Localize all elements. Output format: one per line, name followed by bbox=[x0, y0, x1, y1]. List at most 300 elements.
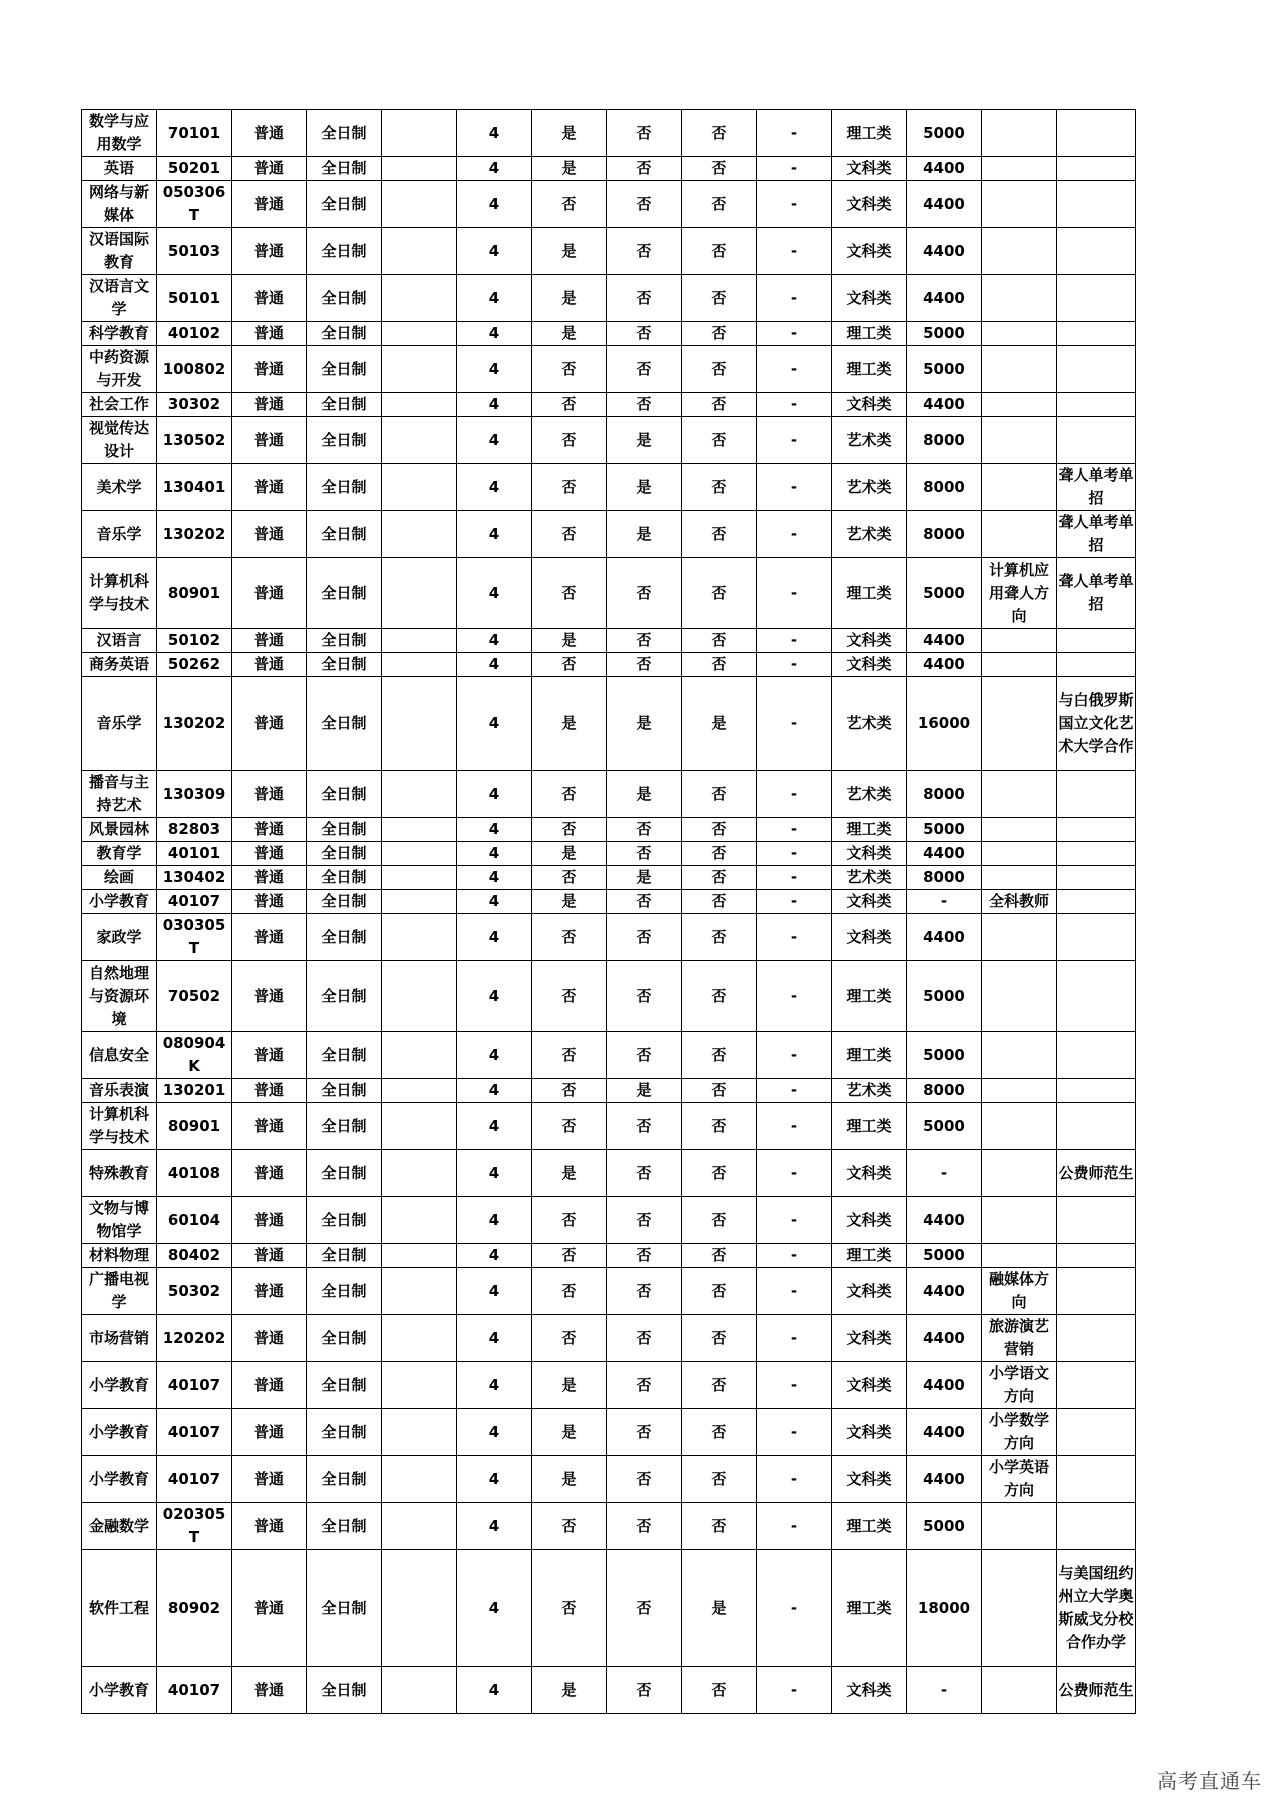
cell-subject-category: 文科类 bbox=[832, 842, 907, 866]
cell-flag-a: 是 bbox=[532, 1456, 607, 1503]
cell-flag-c: 否 bbox=[682, 181, 757, 228]
cell-major-name: 数学与应用数学 bbox=[82, 110, 157, 157]
cell-blank-col bbox=[382, 346, 457, 393]
cell-flag-a: 是 bbox=[532, 629, 607, 653]
cell-direction bbox=[982, 1503, 1057, 1550]
cell-blank-col bbox=[382, 842, 457, 866]
watermark: 高考直通车 bbox=[1157, 1769, 1262, 1793]
cell-flag-b: 是 bbox=[607, 771, 682, 818]
cell-flag-b: 否 bbox=[607, 228, 682, 275]
cell-tuition: 5000 bbox=[907, 110, 982, 157]
cell-dash-col: - bbox=[757, 1409, 832, 1456]
cell-major-code: 030305T bbox=[157, 914, 232, 961]
cell-duration: 4 bbox=[457, 653, 532, 677]
cell-tuition: 4400 bbox=[907, 228, 982, 275]
cell-major-code: 40101 bbox=[157, 842, 232, 866]
cell-dash-col: - bbox=[757, 558, 832, 629]
cell-major-name: 风景园林 bbox=[82, 818, 157, 842]
cell-remarks bbox=[1057, 653, 1136, 677]
cell-major-code: 50262 bbox=[157, 653, 232, 677]
cell-flag-a: 否 bbox=[532, 653, 607, 677]
cell-major-code: 130502 bbox=[157, 417, 232, 464]
cell-blank-col bbox=[382, 511, 457, 558]
cell-flag-b: 否 bbox=[607, 1032, 682, 1079]
cell-flag-c: 否 bbox=[682, 110, 757, 157]
cell-edu-level: 普通 bbox=[232, 1503, 307, 1550]
cell-direction bbox=[982, 771, 1057, 818]
cell-tuition: 8000 bbox=[907, 1079, 982, 1103]
cell-study-mode: 全日制 bbox=[307, 1550, 382, 1667]
cell-direction bbox=[982, 181, 1057, 228]
cell-flag-a: 否 bbox=[532, 1032, 607, 1079]
cell-direction bbox=[982, 1079, 1057, 1103]
table-row bbox=[82, 228, 1136, 275]
cell-blank-col bbox=[382, 157, 457, 181]
cell-subject-category: 艺术类 bbox=[832, 417, 907, 464]
cell-edu-level: 普通 bbox=[232, 393, 307, 417]
cell-flag-a: 否 bbox=[532, 961, 607, 1032]
cell-direction: 计算机应用聋人方向 bbox=[982, 558, 1057, 629]
cell-duration: 4 bbox=[457, 558, 532, 629]
cell-flag-a: 否 bbox=[532, 558, 607, 629]
cell-duration: 4 bbox=[457, 1079, 532, 1103]
cell-flag-a: 否 bbox=[532, 181, 607, 228]
cell-flag-c: 否 bbox=[682, 228, 757, 275]
cell-major-name: 信息安全 bbox=[82, 1032, 157, 1079]
cell-blank-col bbox=[382, 677, 457, 771]
cell-direction bbox=[982, 866, 1057, 890]
cell-direction bbox=[982, 818, 1057, 842]
cell-study-mode: 全日制 bbox=[307, 842, 382, 866]
table-row bbox=[82, 157, 1136, 181]
cell-remarks bbox=[1057, 181, 1136, 228]
cell-flag-b: 否 bbox=[607, 890, 682, 914]
cell-tuition: 5000 bbox=[907, 818, 982, 842]
cell-study-mode: 全日制 bbox=[307, 322, 382, 346]
cell-subject-category: 文科类 bbox=[832, 1362, 907, 1409]
cell-flag-c: 否 bbox=[682, 1315, 757, 1362]
cell-remarks bbox=[1057, 1197, 1136, 1244]
cell-tuition: - bbox=[907, 1150, 982, 1197]
cell-edu-level: 普通 bbox=[232, 417, 307, 464]
cell-duration: 4 bbox=[457, 1409, 532, 1456]
cell-edu-level: 普通 bbox=[232, 1456, 307, 1503]
cell-direction bbox=[982, 322, 1057, 346]
cell-major-code: 80402 bbox=[157, 1244, 232, 1268]
table-row bbox=[82, 511, 1136, 558]
cell-blank-col bbox=[382, 228, 457, 275]
cell-flag-c: 否 bbox=[682, 653, 757, 677]
cell-flag-a: 否 bbox=[532, 1503, 607, 1550]
cell-tuition: 8000 bbox=[907, 866, 982, 890]
cell-major-name: 汉语言 bbox=[82, 629, 157, 653]
cell-direction bbox=[982, 275, 1057, 322]
cell-direction bbox=[982, 346, 1057, 393]
cell-flag-b: 否 bbox=[607, 1150, 682, 1197]
cell-direction bbox=[982, 393, 1057, 417]
cell-flag-b: 是 bbox=[607, 1079, 682, 1103]
cell-tuition: 5000 bbox=[907, 1103, 982, 1150]
cell-duration: 4 bbox=[457, 322, 532, 346]
cell-major-name: 小学教育 bbox=[82, 1667, 157, 1714]
cell-flag-a: 否 bbox=[532, 346, 607, 393]
cell-flag-a: 否 bbox=[532, 511, 607, 558]
cell-major-name: 绘画 bbox=[82, 866, 157, 890]
cell-subject-category: 理工类 bbox=[832, 1244, 907, 1268]
cell-blank-col bbox=[382, 1667, 457, 1714]
cell-flag-b: 否 bbox=[607, 1103, 682, 1150]
cell-flag-a: 否 bbox=[532, 1315, 607, 1362]
cell-flag-c: 否 bbox=[682, 818, 757, 842]
cell-remarks bbox=[1057, 275, 1136, 322]
cell-blank-col bbox=[382, 890, 457, 914]
cell-dash-col: - bbox=[757, 1103, 832, 1150]
cell-subject-category: 艺术类 bbox=[832, 1079, 907, 1103]
cell-blank-col bbox=[382, 1456, 457, 1503]
cell-flag-b: 否 bbox=[607, 629, 682, 653]
cell-direction bbox=[982, 653, 1057, 677]
cell-subject-category: 文科类 bbox=[832, 157, 907, 181]
cell-flag-c: 否 bbox=[682, 1409, 757, 1456]
cell-study-mode: 全日制 bbox=[307, 511, 382, 558]
cell-flag-c: 否 bbox=[682, 464, 757, 511]
cell-tuition: - bbox=[907, 1667, 982, 1714]
cell-duration: 4 bbox=[457, 1244, 532, 1268]
cell-major-code: 40107 bbox=[157, 890, 232, 914]
cell-direction bbox=[982, 417, 1057, 464]
cell-duration: 4 bbox=[457, 771, 532, 818]
cell-flag-c: 否 bbox=[682, 322, 757, 346]
cell-flag-a: 是 bbox=[532, 842, 607, 866]
cell-flag-b: 否 bbox=[607, 393, 682, 417]
cell-subject-category: 艺术类 bbox=[832, 511, 907, 558]
cell-blank-col bbox=[382, 181, 457, 228]
cell-dash-col: - bbox=[757, 157, 832, 181]
cell-remarks bbox=[1057, 1268, 1136, 1315]
cell-tuition: 4400 bbox=[907, 1362, 982, 1409]
table-row bbox=[82, 322, 1136, 346]
table-row bbox=[82, 1409, 1136, 1456]
cell-edu-level: 普通 bbox=[232, 677, 307, 771]
cell-major-name: 计算机科学与技术 bbox=[82, 1103, 157, 1150]
cell-major-code: 40107 bbox=[157, 1456, 232, 1503]
cell-flag-b: 否 bbox=[607, 1667, 682, 1714]
cell-duration: 4 bbox=[457, 464, 532, 511]
cell-study-mode: 全日制 bbox=[307, 1032, 382, 1079]
cell-duration: 4 bbox=[457, 157, 532, 181]
cell-study-mode: 全日制 bbox=[307, 866, 382, 890]
table-row bbox=[82, 842, 1136, 866]
cell-major-name: 小学教育 bbox=[82, 1409, 157, 1456]
cell-major-code: 130401 bbox=[157, 464, 232, 511]
cell-edu-level: 普通 bbox=[232, 818, 307, 842]
cell-dash-col: - bbox=[757, 842, 832, 866]
cell-remarks bbox=[1057, 818, 1136, 842]
cell-dash-col: - bbox=[757, 1667, 832, 1714]
cell-dash-col: - bbox=[757, 1150, 832, 1197]
cell-study-mode: 全日制 bbox=[307, 1456, 382, 1503]
cell-major-name: 音乐学 bbox=[82, 677, 157, 771]
cell-study-mode: 全日制 bbox=[307, 914, 382, 961]
cell-blank-col bbox=[382, 1244, 457, 1268]
cell-blank-col bbox=[382, 961, 457, 1032]
cell-dash-col: - bbox=[757, 110, 832, 157]
cell-direction bbox=[982, 914, 1057, 961]
cell-blank-col bbox=[382, 1409, 457, 1456]
table-row bbox=[82, 1550, 1136, 1667]
cell-duration: 4 bbox=[457, 629, 532, 653]
cell-flag-c: 否 bbox=[682, 1032, 757, 1079]
cell-dash-col: - bbox=[757, 228, 832, 275]
cell-blank-col bbox=[382, 771, 457, 818]
cell-dash-col: - bbox=[757, 1315, 832, 1362]
cell-tuition: 4400 bbox=[907, 181, 982, 228]
cell-flag-c: 否 bbox=[682, 961, 757, 1032]
cell-flag-b: 否 bbox=[607, 1409, 682, 1456]
cell-study-mode: 全日制 bbox=[307, 1667, 382, 1714]
cell-study-mode: 全日制 bbox=[307, 1244, 382, 1268]
cell-dash-col: - bbox=[757, 1079, 832, 1103]
cell-flag-a: 否 bbox=[532, 771, 607, 818]
cell-major-code: 80901 bbox=[157, 1103, 232, 1150]
cell-tuition: 4400 bbox=[907, 653, 982, 677]
table-row bbox=[82, 1032, 1136, 1079]
cell-duration: 4 bbox=[457, 417, 532, 464]
cell-tuition: 4400 bbox=[907, 1409, 982, 1456]
cell-major-code: 080904K bbox=[157, 1032, 232, 1079]
cell-dash-col: - bbox=[757, 1362, 832, 1409]
cell-tuition: 8000 bbox=[907, 771, 982, 818]
cell-remarks bbox=[1057, 393, 1136, 417]
cell-flag-b: 否 bbox=[607, 842, 682, 866]
cell-tuition: - bbox=[907, 890, 982, 914]
cell-major-code: 80902 bbox=[157, 1550, 232, 1667]
cell-direction bbox=[982, 1244, 1057, 1268]
table-row bbox=[82, 1667, 1136, 1714]
cell-flag-b: 否 bbox=[607, 181, 682, 228]
cell-remarks: 与白俄罗斯国立文化艺术大学合作 bbox=[1057, 677, 1136, 771]
cell-dash-col: - bbox=[757, 511, 832, 558]
cell-major-code: 40107 bbox=[157, 1409, 232, 1456]
cell-flag-a: 是 bbox=[532, 157, 607, 181]
cell-direction bbox=[982, 629, 1057, 653]
cell-flag-b: 否 bbox=[607, 818, 682, 842]
cell-duration: 4 bbox=[457, 1667, 532, 1714]
cell-tuition: 8000 bbox=[907, 464, 982, 511]
cell-tuition: 5000 bbox=[907, 322, 982, 346]
cell-dash-col: - bbox=[757, 181, 832, 228]
cell-edu-level: 普通 bbox=[232, 1244, 307, 1268]
cell-subject-category: 文科类 bbox=[832, 890, 907, 914]
cell-tuition: 5000 bbox=[907, 1503, 982, 1550]
table-row bbox=[82, 1103, 1136, 1150]
cell-major-code: 130202 bbox=[157, 677, 232, 771]
cell-major-name: 广播电视学 bbox=[82, 1268, 157, 1315]
cell-direction bbox=[982, 1197, 1057, 1244]
cell-study-mode: 全日制 bbox=[307, 629, 382, 653]
cell-study-mode: 全日制 bbox=[307, 771, 382, 818]
cell-duration: 4 bbox=[457, 842, 532, 866]
cell-study-mode: 全日制 bbox=[307, 157, 382, 181]
cell-study-mode: 全日制 bbox=[307, 1197, 382, 1244]
cell-blank-col bbox=[382, 417, 457, 464]
cell-dash-col: - bbox=[757, 961, 832, 1032]
cell-remarks bbox=[1057, 1315, 1136, 1362]
cell-flag-a: 是 bbox=[532, 110, 607, 157]
cell-major-code: 50201 bbox=[157, 157, 232, 181]
cell-flag-b: 否 bbox=[607, 558, 682, 629]
cell-tuition: 4400 bbox=[907, 914, 982, 961]
cell-flag-c: 否 bbox=[682, 866, 757, 890]
cell-flag-a: 是 bbox=[532, 890, 607, 914]
cell-major-code: 70101 bbox=[157, 110, 232, 157]
cell-edu-level: 普通 bbox=[232, 629, 307, 653]
cell-major-name: 文物与博物馆学 bbox=[82, 1197, 157, 1244]
cell-study-mode: 全日制 bbox=[307, 1150, 382, 1197]
cell-duration: 4 bbox=[457, 346, 532, 393]
cell-duration: 4 bbox=[457, 228, 532, 275]
cell-major-code: 130309 bbox=[157, 771, 232, 818]
cell-duration: 4 bbox=[457, 110, 532, 157]
majors-table bbox=[81, 109, 1136, 1714]
cell-subject-category: 文科类 bbox=[832, 1409, 907, 1456]
cell-direction: 旅游演艺营销 bbox=[982, 1315, 1057, 1362]
cell-direction bbox=[982, 677, 1057, 771]
table-row bbox=[82, 1079, 1136, 1103]
cell-subject-category: 艺术类 bbox=[832, 464, 907, 511]
cell-edu-level: 普通 bbox=[232, 914, 307, 961]
cell-dash-col: - bbox=[757, 866, 832, 890]
cell-edu-level: 普通 bbox=[232, 890, 307, 914]
cell-study-mode: 全日制 bbox=[307, 393, 382, 417]
cell-major-code: 130402 bbox=[157, 866, 232, 890]
cell-major-code: 020305T bbox=[157, 1503, 232, 1550]
cell-major-name: 商务英语 bbox=[82, 653, 157, 677]
cell-flag-a: 是 bbox=[532, 1362, 607, 1409]
cell-remarks: 聋人单考单招 bbox=[1057, 558, 1136, 629]
cell-subject-category: 文科类 bbox=[832, 393, 907, 417]
cell-subject-category: 文科类 bbox=[832, 181, 907, 228]
cell-subject-category: 理工类 bbox=[832, 346, 907, 393]
cell-tuition: 8000 bbox=[907, 511, 982, 558]
cell-major-name: 中药资源与开发 bbox=[82, 346, 157, 393]
cell-major-name: 市场营销 bbox=[82, 1315, 157, 1362]
cell-flag-a: 是 bbox=[532, 322, 607, 346]
cell-edu-level: 普通 bbox=[232, 1079, 307, 1103]
cell-duration: 4 bbox=[457, 677, 532, 771]
cell-subject-category: 文科类 bbox=[832, 1150, 907, 1197]
cell-edu-level: 普通 bbox=[232, 511, 307, 558]
table-row bbox=[82, 1150, 1136, 1197]
cell-subject-category: 理工类 bbox=[832, 110, 907, 157]
cell-major-code: 50101 bbox=[157, 275, 232, 322]
cell-flag-c: 否 bbox=[682, 1244, 757, 1268]
cell-study-mode: 全日制 bbox=[307, 558, 382, 629]
cell-blank-col bbox=[382, 1550, 457, 1667]
cell-major-code: 40107 bbox=[157, 1362, 232, 1409]
cell-flag-b: 否 bbox=[607, 1503, 682, 1550]
cell-blank-col bbox=[382, 110, 457, 157]
cell-flag-c: 否 bbox=[682, 275, 757, 322]
cell-edu-level: 普通 bbox=[232, 181, 307, 228]
cell-subject-category: 文科类 bbox=[832, 228, 907, 275]
cell-major-name: 特殊教育 bbox=[82, 1150, 157, 1197]
cell-duration: 4 bbox=[457, 914, 532, 961]
cell-remarks bbox=[1057, 1409, 1136, 1456]
cell-flag-c: 否 bbox=[682, 393, 757, 417]
cell-remarks: 公费师范生 bbox=[1057, 1150, 1136, 1197]
cell-subject-category: 艺术类 bbox=[832, 677, 907, 771]
cell-subject-category: 文科类 bbox=[832, 275, 907, 322]
cell-study-mode: 全日制 bbox=[307, 464, 382, 511]
cell-study-mode: 全日制 bbox=[307, 653, 382, 677]
cell-major-code: 050306T bbox=[157, 181, 232, 228]
cell-dash-col: - bbox=[757, 629, 832, 653]
cell-blank-col bbox=[382, 1362, 457, 1409]
cell-duration: 4 bbox=[457, 818, 532, 842]
cell-remarks bbox=[1057, 417, 1136, 464]
cell-dash-col: - bbox=[757, 275, 832, 322]
cell-remarks: 与美国纽约州立大学奥斯威戈分校合作办学 bbox=[1057, 1550, 1136, 1667]
cell-flag-c: 否 bbox=[682, 1362, 757, 1409]
cell-major-code: 40108 bbox=[157, 1150, 232, 1197]
cell-direction bbox=[982, 464, 1057, 511]
cell-major-code: 60104 bbox=[157, 1197, 232, 1244]
cell-dash-col: - bbox=[757, 1550, 832, 1667]
cell-flag-c: 否 bbox=[682, 346, 757, 393]
cell-blank-col bbox=[382, 1197, 457, 1244]
cell-flag-a: 是 bbox=[532, 275, 607, 322]
cell-edu-level: 普通 bbox=[232, 1550, 307, 1667]
cell-duration: 4 bbox=[457, 1550, 532, 1667]
cell-flag-a: 是 bbox=[532, 1409, 607, 1456]
cell-direction bbox=[982, 110, 1057, 157]
cell-flag-b: 否 bbox=[607, 110, 682, 157]
cell-flag-c: 否 bbox=[682, 1667, 757, 1714]
cell-direction bbox=[982, 157, 1057, 181]
cell-flag-c: 是 bbox=[682, 677, 757, 771]
cell-edu-level: 普通 bbox=[232, 275, 307, 322]
table-row bbox=[82, 393, 1136, 417]
cell-major-name: 汉语言文学 bbox=[82, 275, 157, 322]
cell-blank-col bbox=[382, 1268, 457, 1315]
cell-direction bbox=[982, 1667, 1057, 1714]
cell-subject-category: 理工类 bbox=[832, 1503, 907, 1550]
cell-flag-b: 否 bbox=[607, 346, 682, 393]
table-row bbox=[82, 677, 1136, 771]
cell-remarks bbox=[1057, 1456, 1136, 1503]
table-row bbox=[82, 110, 1136, 157]
cell-flag-b: 是 bbox=[607, 511, 682, 558]
cell-tuition: 5000 bbox=[907, 1032, 982, 1079]
table-row bbox=[82, 914, 1136, 961]
cell-subject-category: 理工类 bbox=[832, 818, 907, 842]
table-row bbox=[82, 1244, 1136, 1268]
cell-major-name: 汉语国际教育 bbox=[82, 228, 157, 275]
cell-edu-level: 普通 bbox=[232, 1032, 307, 1079]
cell-major-name: 小学教育 bbox=[82, 1456, 157, 1503]
cell-direction bbox=[982, 228, 1057, 275]
cell-major-name: 视觉传达设计 bbox=[82, 417, 157, 464]
cell-duration: 4 bbox=[457, 1315, 532, 1362]
cell-major-name: 科学教育 bbox=[82, 322, 157, 346]
cell-study-mode: 全日制 bbox=[307, 677, 382, 771]
cell-direction: 小学数学方向 bbox=[982, 1409, 1057, 1456]
cell-major-code: 82803 bbox=[157, 818, 232, 842]
cell-flag-a: 否 bbox=[532, 1550, 607, 1667]
cell-blank-col bbox=[382, 914, 457, 961]
cell-remarks bbox=[1057, 110, 1136, 157]
